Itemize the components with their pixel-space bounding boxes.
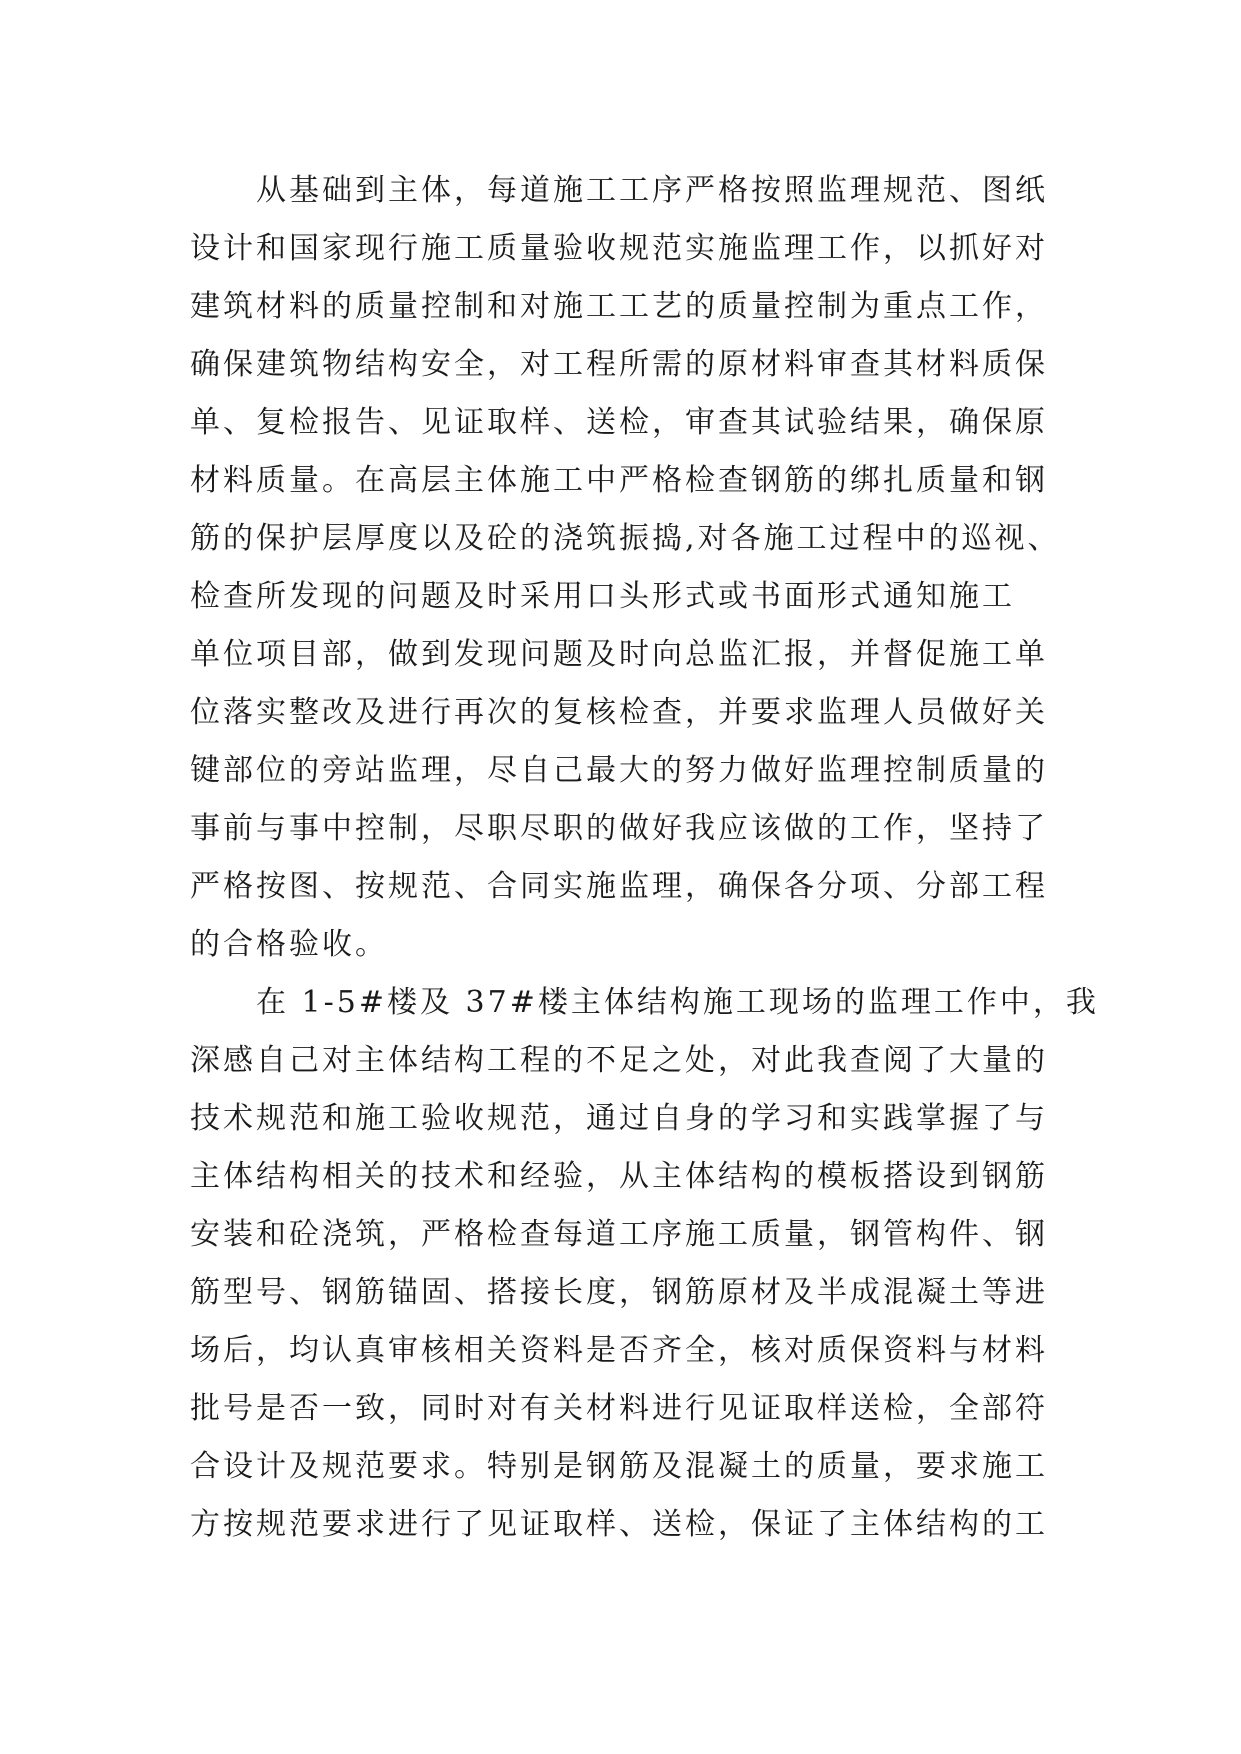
- text-line: 单位项目部，做到发现问题及时向总监汇报，并督促施工单: [190, 637, 1048, 672]
- text-line: 确保建筑物结构安全，对工程所需的原材料审查其材料质保: [190, 347, 1048, 382]
- body-text: [190, 162, 1099, 1554]
- text-line: 主体结构相关的技术和经验，从主体结构的模板搭设到钢筋: [190, 1159, 1048, 1194]
- text-line: 设计和国家现行施工质量验收规范实施监理工作，以抓好对: [190, 231, 1048, 266]
- text-line: 在 1-5#楼及 37#楼主体结构施工现场的监理工作中，我: [190, 985, 1099, 1020]
- text-line: 的合格验收。: [190, 927, 388, 962]
- text-line: 深感自己对主体结构工程的不足之处，对此我查阅了大量的: [190, 1043, 1048, 1078]
- text-line: 筋型号、钢筋锚固、搭接长度，钢筋原材及半成混凝土等进: [190, 1275, 1048, 1310]
- text-line: 方按规范要求进行了见证取样、送检，保证了主体结构的工: [190, 1507, 1048, 1542]
- text-line: 筋的保护层厚度以及砼的浇筑振捣,对各施工过程中的巡视、: [190, 521, 1061, 556]
- text-line: 合设计及规范要求。特别是钢筋及混凝土的质量，要求施工: [190, 1449, 1048, 1484]
- text-line: 检查所发现的问题及时采用口头形式或书面形式通知施工: [190, 579, 1015, 614]
- text-line: 技术规范和施工验收规范，通过自身的学习和实践掌握了与: [190, 1101, 1048, 1136]
- text-line: 事前与事中控制，尽职尽职的做好我应该做的工作，坚持了: [190, 811, 1048, 846]
- text-line: 位落实整改及进行再次的复核检查，并要求监理人员做好关: [190, 695, 1048, 730]
- text-line: 从基础到主体，每道施工工序严格按照监理规范、图纸: [190, 173, 1048, 208]
- text-line: 材料质量。在高层主体施工中严格检查钢筋的绑扎质量和钢: [190, 463, 1048, 498]
- text-line: 批号是否一致，同时对有关材料进行见证取样送检，全部符: [190, 1391, 1048, 1426]
- text-line: 单、复检报告、见证取样、送检，审查其试验结果，确保原: [190, 405, 1048, 440]
- text-line: 键部位的旁站监理，尽自己最大的努力做好监理控制质量的: [190, 753, 1048, 788]
- text-line: 严格按图、按规范、合同实施监理，确保各分项、分部工程: [190, 869, 1048, 904]
- text-line: 建筑材料的质量控制和对施工工艺的质量控制为重点工作，: [190, 289, 1048, 324]
- text-line: 场后，均认真审核相关资料是否齐全，核对质保资料与材料: [190, 1333, 1048, 1368]
- text-line: 安装和砼浇筑，严格检查每道工序施工质量，钢管构件、钢: [190, 1217, 1048, 1252]
